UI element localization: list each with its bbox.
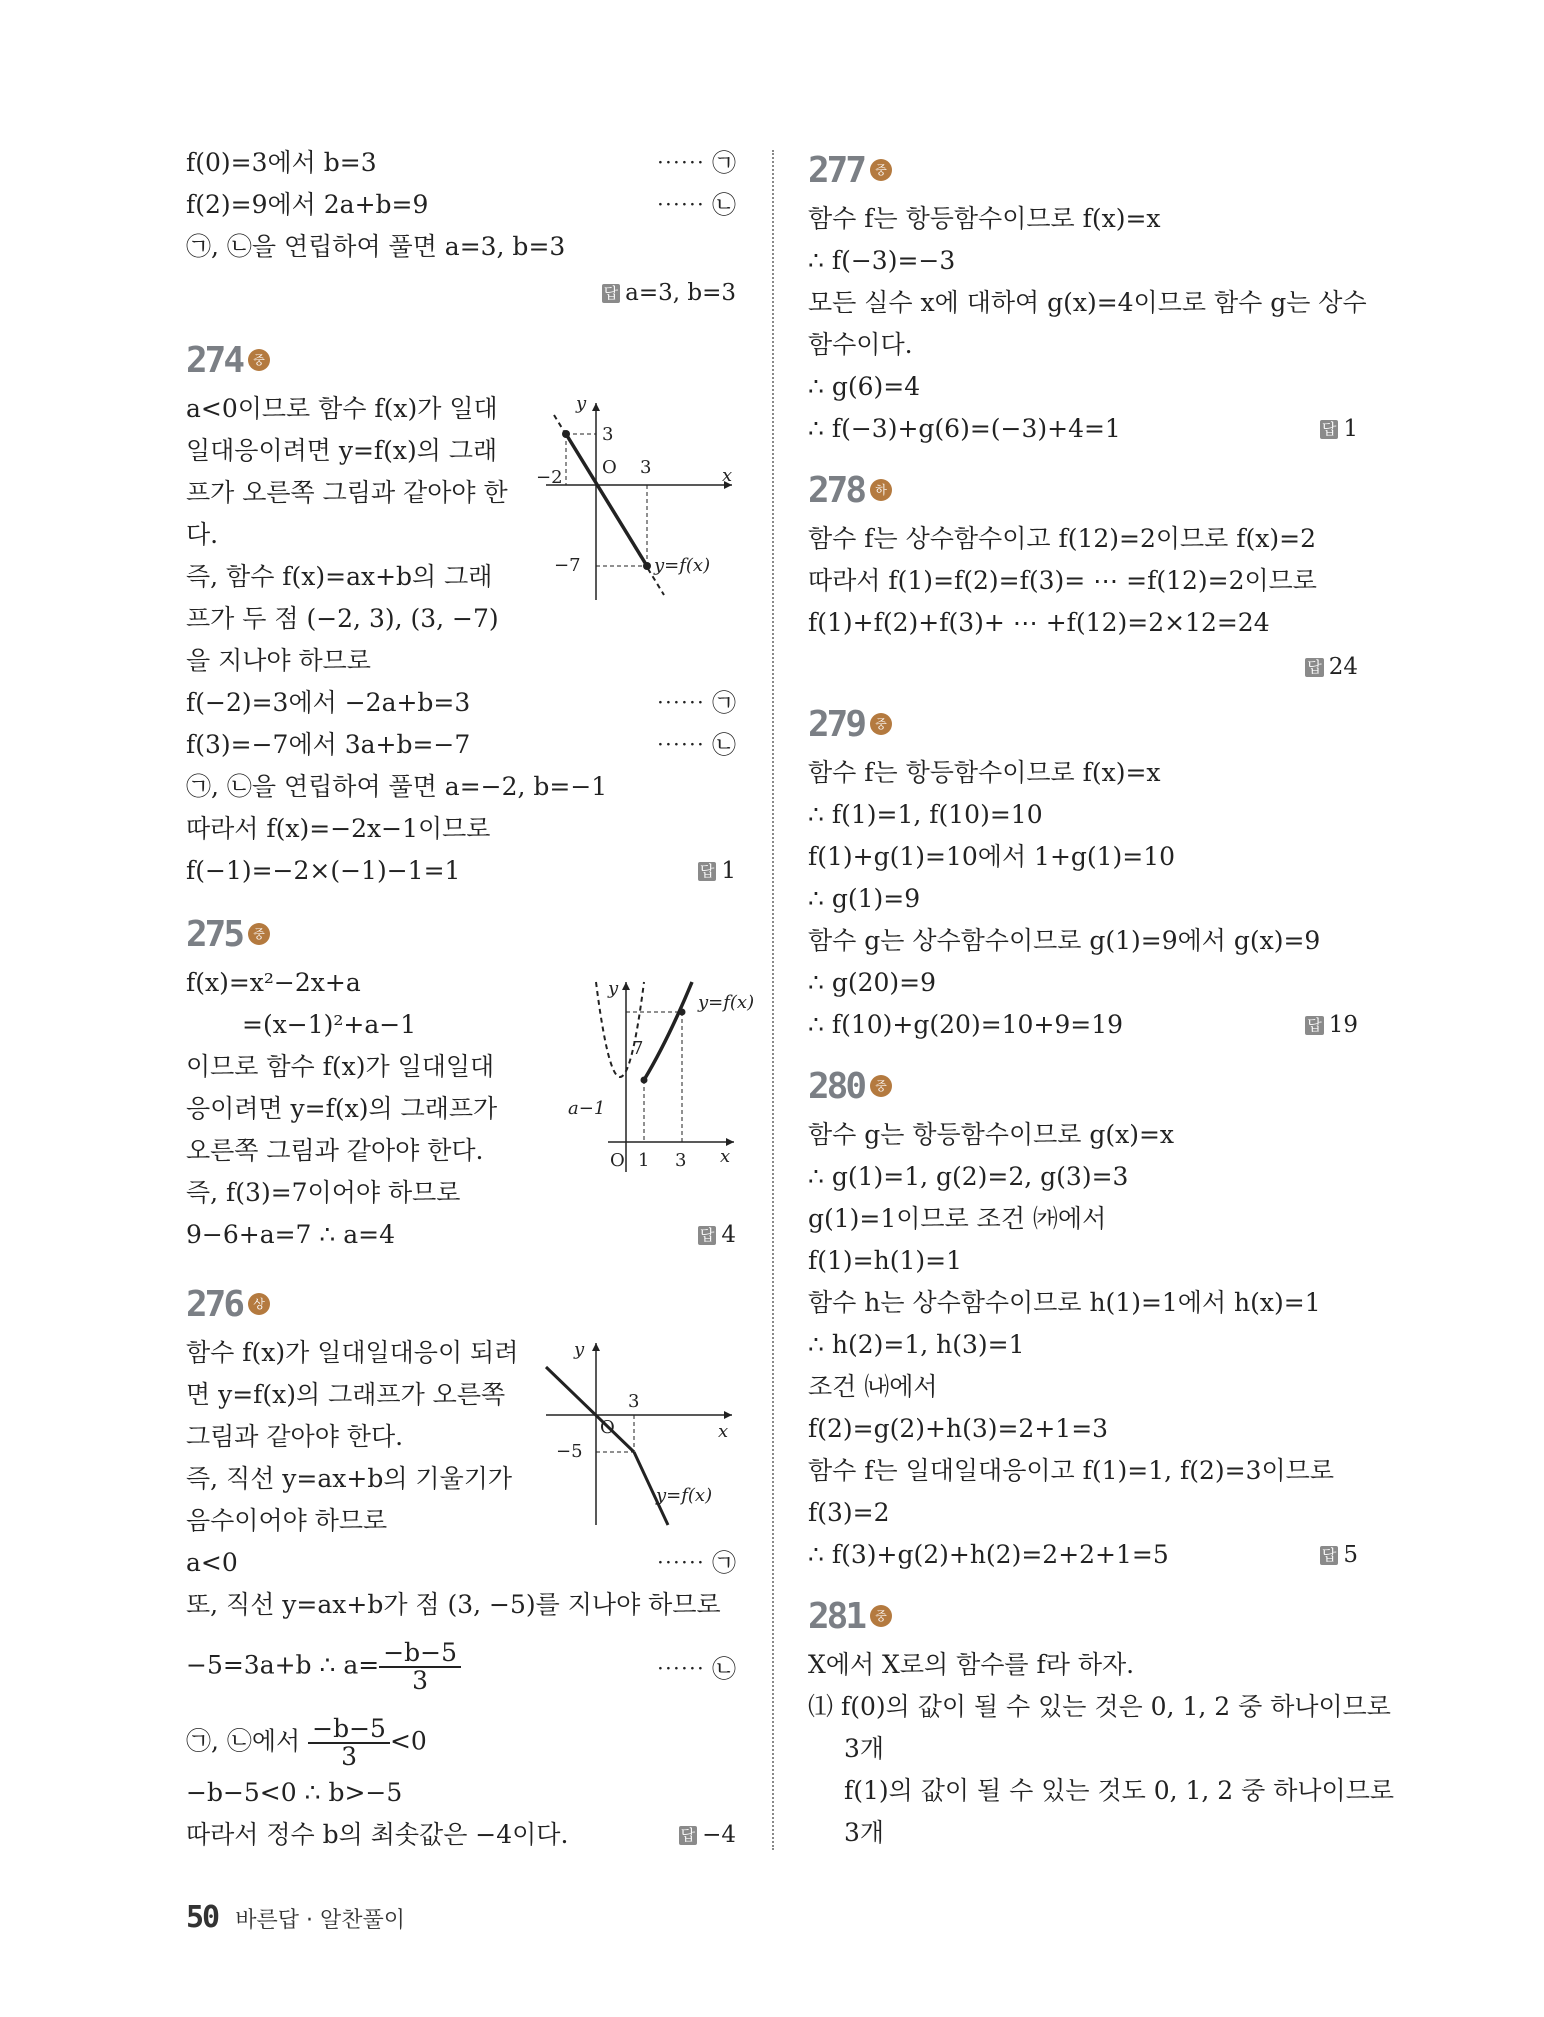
function-line xyxy=(566,434,647,566)
text-line: 다. xyxy=(186,520,219,549)
y-arrow xyxy=(592,403,600,411)
answer-value: 5 xyxy=(1343,1542,1358,1568)
answer xyxy=(602,276,736,310)
answer-label: 답 xyxy=(699,862,715,880)
text-line: 함수 g는 상수함수이므로 g(1)=9에서 g(x)=9 xyxy=(808,926,1321,955)
answer-label: 답 xyxy=(1307,1016,1322,1034)
problem-header-281 xyxy=(808,1594,892,1638)
y-label: y xyxy=(608,978,619,999)
text-line: 면 y=f(x)의 그래프가 오른쪽 xyxy=(186,1380,506,1409)
text-line: 또, 직선 y=ax+b가 점 (3, −5)를 지나야 하므로 xyxy=(186,1590,721,1619)
tick-label: 3 xyxy=(640,457,652,478)
answer-value: −4 xyxy=(702,1822,736,1848)
text-line: ∴ f(−3)+g(6)=(−3)+4=1 xyxy=(808,414,1121,443)
text-line: a<0이므로 함수 f(x)가 일대 xyxy=(186,394,498,423)
text-line: f(1)+g(1)=10에서 1+g(1)=10 xyxy=(808,842,1176,871)
problem-header-279 xyxy=(808,702,892,746)
tick-label: −2 xyxy=(536,467,563,488)
text-line xyxy=(186,1640,461,1694)
tick-label: 3 xyxy=(628,1391,640,1412)
origin-label: O xyxy=(600,1417,615,1438)
text-line: 함수이다. xyxy=(808,330,913,359)
answer-value: a=3, b=3 xyxy=(625,280,736,306)
text-line: ∴ f(1)=1, f(10)=10 xyxy=(808,800,1043,829)
problem-number: 277 xyxy=(808,149,865,191)
level-badge: 중 xyxy=(870,1075,892,1097)
problem-number: 276 xyxy=(186,1283,243,1325)
x-arrow xyxy=(724,1411,732,1419)
text-line: ⑴ f(0)의 값이 될 수 있는 것은 0, 1, 2 중 하나이므로 xyxy=(808,1692,1391,1721)
problem-number: 275 xyxy=(186,913,243,955)
answer xyxy=(1320,412,1358,446)
text-line: ∴ h(2)=1, h(3)=1 xyxy=(808,1330,1025,1359)
text-line: g(1)=1이므로 조건 ㈎에서 xyxy=(808,1204,1107,1233)
problem-number: 280 xyxy=(808,1065,865,1107)
problem-number: 279 xyxy=(808,703,865,745)
page-footer xyxy=(186,1900,405,1935)
text-line: 따라서 f(x)=−2x−1이므로 xyxy=(186,814,491,843)
answer-label: 답 xyxy=(699,1226,715,1244)
equation-mark: ⋯⋯ ㉠ xyxy=(656,689,736,717)
text-line: ∴ g(20)=9 xyxy=(808,968,937,997)
x-label: x xyxy=(722,465,733,486)
text-line: f(3)=−7에서 3a+b=−7 xyxy=(186,730,471,759)
answer-label: 답 xyxy=(1321,1546,1337,1564)
level-badge: 중 xyxy=(870,1605,892,1627)
text-line: 즉, f(3)=7이어야 하므로 xyxy=(186,1178,461,1207)
text-line: −b−5<0 ∴ b>−5 xyxy=(186,1778,403,1807)
y-label: y xyxy=(576,393,587,414)
text-line: f(3)=2 xyxy=(808,1498,890,1527)
text-line: ㉠, ㉡을 연립하여 풀면 a=3, b=3 xyxy=(186,232,566,261)
tick-label: 1 xyxy=(638,1150,650,1171)
column-divider xyxy=(772,150,774,1850)
text-line: 3개 xyxy=(844,1734,885,1763)
text-line: 이므로 함수 f(x)가 일대일대 xyxy=(186,1052,495,1081)
text-line: 음수이어야 하므로 xyxy=(186,1506,388,1535)
text-line: 함수 g는 항등함수이므로 g(x)=x xyxy=(808,1120,1175,1149)
fraction xyxy=(308,1716,390,1770)
denominator: 3 xyxy=(341,1742,358,1771)
text-line: ㉠, ㉡을 연립하여 풀면 a=−2, b=−1 xyxy=(186,772,608,801)
level-badge: 중 xyxy=(248,349,270,371)
graph-275 xyxy=(548,972,755,1182)
answer xyxy=(1320,1538,1358,1572)
level-badge: 하 xyxy=(870,479,892,501)
level-badge: 중 xyxy=(248,923,270,945)
answer-value: 19 xyxy=(1328,1012,1358,1038)
level-badge: 중 xyxy=(870,713,892,735)
equation-text: −5=3a+b ∴ a= xyxy=(186,1650,380,1680)
problem-number: 274 xyxy=(186,339,243,381)
text-line: 함수 f는 일대일대응이고 f(1)=1, f(2)=3이므로 xyxy=(808,1456,1334,1485)
x-label: x xyxy=(720,1146,731,1167)
function-label: y=f(x) xyxy=(698,992,755,1013)
tick-label: −7 xyxy=(554,555,581,576)
tick-label: 3 xyxy=(602,424,614,445)
text-line xyxy=(186,1716,427,1770)
text-line: a<0 xyxy=(186,1548,238,1577)
equation-mark: ⋯⋯ ㉠ xyxy=(656,1549,736,1577)
text-line: ∴ g(6)=4 xyxy=(808,372,921,401)
answer-label: 답 xyxy=(680,1826,696,1844)
text-line: 함수 h는 상수함수이므로 h(1)=1에서 h(x)=1 xyxy=(808,1288,1321,1317)
graph-276 xyxy=(546,1335,736,1535)
text-line: 즉, 직선 y=ax+b의 기울기가 xyxy=(186,1464,513,1493)
tick-label: −5 xyxy=(556,1441,583,1462)
text-line: 9−6+a=7 ∴ a=4 xyxy=(186,1220,396,1249)
text-line: f(x)=x²−2x+a xyxy=(186,968,361,997)
text-line: 그림과 같아야 한다. xyxy=(186,1422,404,1451)
answer-value: 1 xyxy=(1343,416,1358,442)
graph-274 xyxy=(536,395,736,605)
text-line: ∴ f(10)+g(20)=10+9=19 xyxy=(808,1010,1124,1039)
numerator: −b−5 xyxy=(379,1640,461,1668)
parabola-solid xyxy=(644,982,692,1080)
inequality-tail: <0 xyxy=(389,1726,427,1756)
equation-mark: ⋯⋯ ㉡ xyxy=(656,731,736,759)
answer-label: 답 xyxy=(603,284,619,302)
problem-number: 281 xyxy=(808,1595,865,1637)
text-line: f(1)=h(1)=1 xyxy=(808,1246,962,1275)
function-segment xyxy=(546,1367,634,1452)
text-line: 즉, 함수 f(x)=ax+b의 그래 xyxy=(186,562,493,591)
problem-header-276 xyxy=(186,1282,270,1326)
text-line: 프가 두 점 (−2, 3), (3, −7) xyxy=(186,604,499,633)
function-label: y=f(x) xyxy=(656,1485,713,1506)
text-line: ∴ f(−3)=−3 xyxy=(808,246,956,275)
text-line: X에서 X로의 함수를 f라 하자. xyxy=(808,1650,1135,1679)
function-label: y=f(x) xyxy=(654,555,711,576)
tick-label: a−1 xyxy=(568,1098,606,1119)
denominator: 3 xyxy=(412,1666,429,1695)
text-line: ∴ f(3)+g(2)+h(2)=2+2+1=5 xyxy=(808,1540,1169,1569)
origin-label: O xyxy=(610,1150,625,1171)
text-line: f(2)=g(2)+h(3)=2+1=3 xyxy=(808,1414,1109,1443)
text-line: 함수 f(x)가 일대일대응이 되려 xyxy=(186,1338,519,1367)
text-line: f(0)=3에서 b=3 xyxy=(186,148,377,177)
problem-header-278 xyxy=(808,468,892,512)
text-line: f(1)의 값이 될 수 있는 것도 0, 1, 2 중 하나이므로 xyxy=(844,1776,1394,1805)
answer-value: 1 xyxy=(721,858,736,884)
x-label: x xyxy=(718,1421,729,1442)
equation-mark: ⋯⋯ ㉡ xyxy=(656,191,736,219)
answer xyxy=(698,854,736,888)
text-line: 응이려면 y=f(x)의 그래프가 xyxy=(186,1094,498,1123)
text-line: ∴ g(1)=1, g(2)=2, g(3)=3 xyxy=(808,1162,1129,1191)
level-badge: 상 xyxy=(248,1293,270,1315)
equation-text: ㉠, ㉡에서 xyxy=(186,1726,301,1756)
answer-value: 24 xyxy=(1328,654,1358,680)
problem-header-274 xyxy=(186,338,270,382)
footer-title: 바른답 · 알찬풀이 xyxy=(235,1908,405,1933)
page-number: 50 xyxy=(186,1900,219,1935)
parabola-dashed xyxy=(596,982,644,1077)
text-line: 따라서 f(1)=f(2)=f(3)= ⋯ =f(12)=2이므로 xyxy=(808,566,1317,595)
numerator: −b−5 xyxy=(308,1716,390,1744)
answer xyxy=(679,1818,736,1852)
text-line: =(x−1)²+a−1 xyxy=(242,1010,417,1039)
origin-label: O xyxy=(602,457,617,478)
text-line: 모든 실수 x에 대하여 g(x)=4이므로 함수 g는 상수 xyxy=(808,288,1367,317)
tick-label: 7 xyxy=(632,1038,644,1059)
y-arrow xyxy=(592,1343,600,1351)
text-line: 따라서 정수 b의 최솟값은 −4이다. xyxy=(186,1820,569,1849)
equation-mark: ⋯⋯ ㉡ xyxy=(656,1655,736,1683)
text-line: 함수 f는 항등함수이므로 f(x)=x xyxy=(808,758,1161,787)
text-line: 일대응이려면 y=f(x)의 그래 xyxy=(186,436,498,465)
text-line: f(−2)=3에서 −2a+b=3 xyxy=(186,688,471,717)
answer xyxy=(1305,1008,1358,1042)
problem-header-277 xyxy=(808,148,892,192)
y-arrow xyxy=(622,982,630,990)
text-line: 함수 f는 상수함수이고 f(12)=2이므로 f(x)=2 xyxy=(808,524,1316,553)
text-line: f(1)+f(2)+f(3)+ ⋯ +f(12)=2×12=24 xyxy=(808,608,1270,637)
answer xyxy=(698,1218,736,1252)
text-line: 프가 오른쪽 그림과 같아야 한 xyxy=(186,478,508,507)
answer-value: 4 xyxy=(721,1222,736,1248)
text-line: f(2)=9에서 2a+b=9 xyxy=(186,190,429,219)
level-badge: 중 xyxy=(870,159,892,181)
text-line: 을 지나야 하므로 xyxy=(186,646,371,675)
problem-number: 278 xyxy=(808,469,865,511)
tick-label: 3 xyxy=(675,1150,687,1171)
equation-mark: ⋯⋯ ㉠ xyxy=(656,149,736,177)
problem-header-275 xyxy=(186,912,270,956)
answer-label: 답 xyxy=(1321,420,1337,438)
problem-header-280 xyxy=(808,1064,892,1108)
answer-label: 답 xyxy=(1307,658,1322,676)
fraction xyxy=(379,1640,461,1694)
text-line: 3개 xyxy=(844,1818,885,1847)
answer xyxy=(1305,650,1358,684)
text-line: 함수 f는 항등함수이므로 f(x)=x xyxy=(808,204,1161,233)
y-label: y xyxy=(574,1339,585,1360)
text-line: 오른쪽 그림과 같아야 한다. xyxy=(186,1136,484,1165)
x-arrow xyxy=(726,1138,734,1146)
text-line: 조건 ㈏에서 xyxy=(808,1372,938,1401)
text-line: f(−1)=−2×(−1)−1=1 xyxy=(186,856,461,885)
text-line: ∴ g(1)=9 xyxy=(808,884,921,913)
